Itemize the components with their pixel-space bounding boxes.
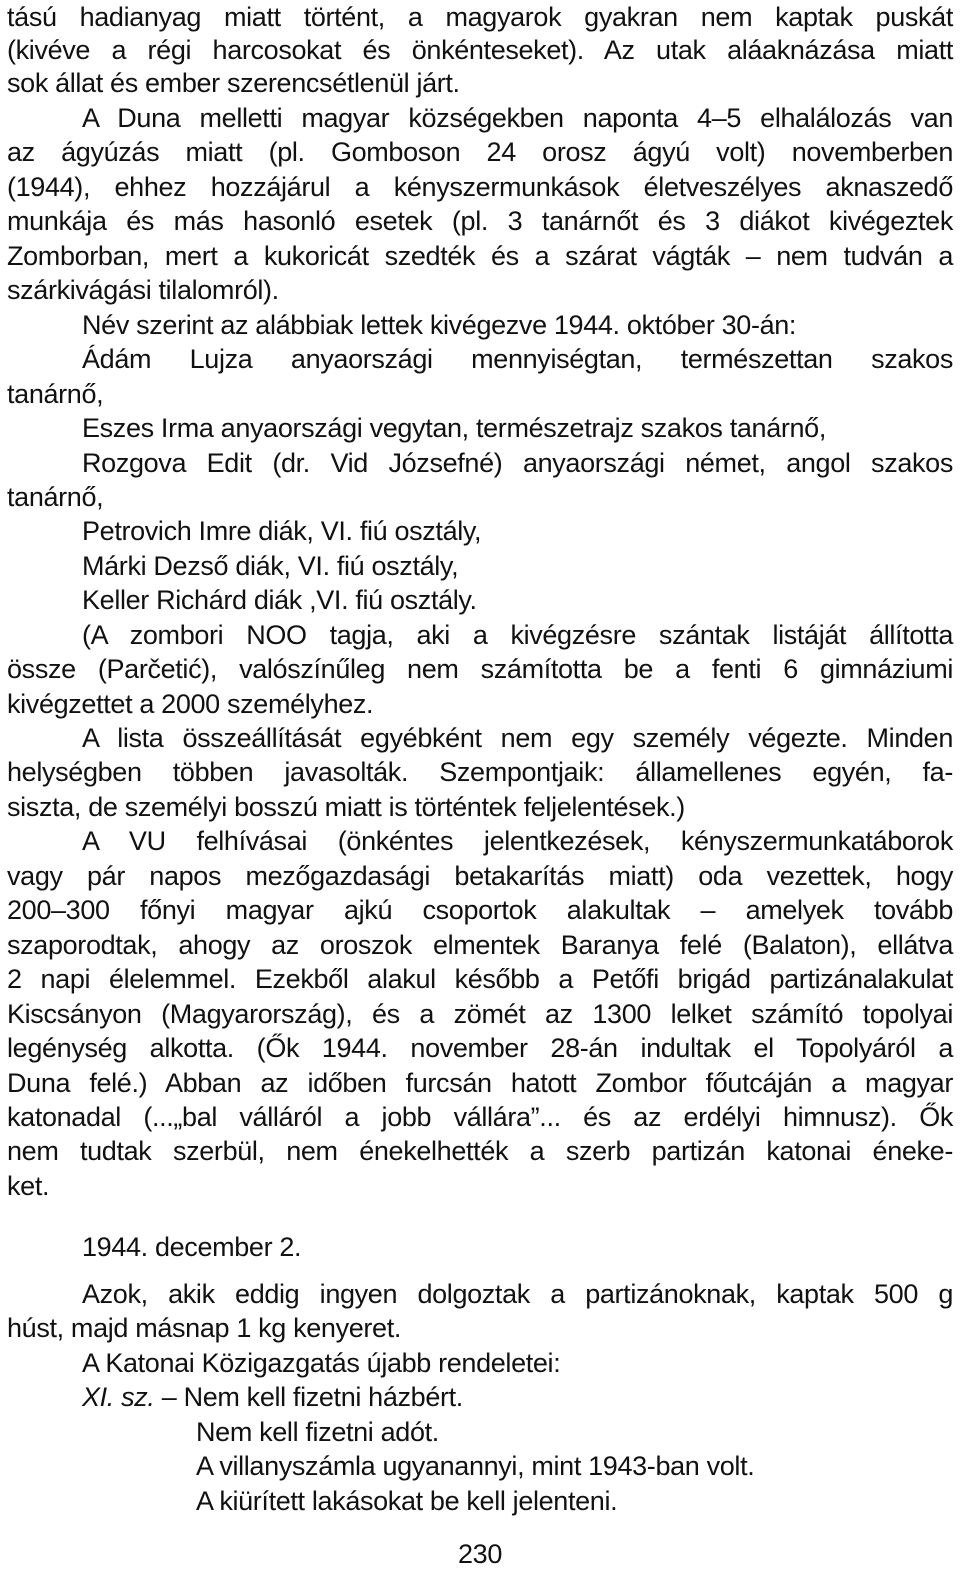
text-line: munkája és más hasonló esetek (pl. 3 tanárnőt és 3 diákot kivégeztek bbox=[7, 206, 953, 236]
text-line: nem tudtak szerbül, nem énekelhették a szerb partizán katonai éneke- bbox=[7, 1136, 953, 1166]
text-line: az ágyúzás miatt (pl. Gomboson 24 orosz ágyú volt) novemberben bbox=[7, 137, 953, 167]
text-line: Duna felé.) Abban az időben furcsán hatott Zombor főutcáján a magyar bbox=[7, 1068, 953, 1098]
text-line: Azok, akik eddig ingyen dolgoztak a partizánoknak, kaptak 500 g bbox=[82, 1279, 953, 1309]
text-line: Petrovich Imre diák, VI. fiú osztály, bbox=[82, 516, 482, 546]
date-heading: 1944. december 2. bbox=[82, 1232, 302, 1262]
text-line: kivégzettet a 2000 személyhez. bbox=[7, 689, 374, 719]
text-line: ket. bbox=[7, 1171, 50, 1201]
text-line: (kivéve a régi harcosokat és önkénteseket). Az utak aláaknázása miatt bbox=[7, 35, 953, 65]
text-line: siszta, de személyi bosszú miatt is történtek feljelentések.) bbox=[7, 792, 685, 822]
text-line: 2 napi élelemmel. Ezekből alakul később a Petőfi brigád partizánalakulat bbox=[7, 964, 953, 994]
text-line: szaporodtak, ahogy az oroszok elmentek Baranya felé (Balaton), ellátva bbox=[7, 930, 953, 960]
text-line: (1944), ehhez hozzájárul a kényszermunkások életveszélyes aknaszedő bbox=[7, 172, 953, 202]
text-line: Ádám Lujza anyaországi mennyiségtan, természettan szakos bbox=[82, 344, 953, 374]
text-line: össze (Parčetić), valószínűleg nem számította be a fenti 6 gimnáziumi bbox=[7, 654, 953, 684]
text-line: húst, majd másnap 1 kg kenyeret. bbox=[7, 1313, 402, 1343]
text-line: Zomborban, mert a kukoricát szedték és a szárat vágták – nem tudván a bbox=[7, 241, 953, 271]
decree-item: A kiürített lakásokat be kell jelenteni. bbox=[196, 1486, 618, 1516]
text-line: Keller Richárd diák ,VI. fiú osztály. bbox=[82, 585, 477, 615]
decree-item: Nem kell fizetni házbért. bbox=[183, 1382, 463, 1412]
text-line: Márki Dezső diák, VI. fiú osztály, bbox=[82, 551, 459, 581]
text-line: tanárnő, bbox=[7, 379, 104, 409]
text-line: Kiscsányon (Magyarország), és a zömét az 1300 lelket számító topolyai bbox=[7, 999, 953, 1029]
page-number: 230 bbox=[458, 1539, 502, 1569]
text-line: Eszes Irma anyaországi vegytan, természetrajz szakos tanárnő, bbox=[82, 413, 826, 443]
decree-item: Nem kell fizetni adót. bbox=[196, 1417, 439, 1447]
text-line: A VU felhívásai (önkéntes jelentkezések, kényszermunkatáborok bbox=[82, 826, 953, 856]
text-line: A Duna melletti magyar községekben naponta 4–5 elhalálozás van bbox=[82, 103, 953, 133]
text-line: tású hadianyag miatt történt, a magyarok gyakran nem kaptak puskát bbox=[7, 2, 953, 32]
text-line: vagy pár napos mezőgazdasági betakarítás miatt) oda vezettek, hogy bbox=[7, 861, 953, 891]
text-line: sok állat és ember szerencsétlenül járt. bbox=[7, 68, 460, 98]
decree-dash: – bbox=[154, 1382, 184, 1412]
text-line: helységben többen javasolták. Szempontjaik: államellenes egyén, fa- bbox=[7, 757, 953, 787]
text-line: Rozgova Edit (dr. Vid Józsefné) anyaországi német, angol szakos bbox=[82, 448, 953, 478]
decree-line bbox=[82, 1380, 463, 1414]
text-line: Név szerint az alábbiak lettek kivégezve 1944. október 30-án: bbox=[82, 310, 797, 340]
text-line: tanárnő, bbox=[7, 482, 104, 512]
text-line: A lista összeállítását egyébként nem egy személy végezte. Minden bbox=[82, 723, 953, 753]
text-line: legénység alkotta. (Ők 1944. november 28-án indultak el Topolyáról a bbox=[7, 1033, 953, 1063]
text-line: katonadal (...„bal válláról a jobb vállára”... és az erdélyi himnusz). Ők bbox=[7, 1102, 953, 1132]
text-line: (A zombori NOO tagja, aki a kivégzésre szántak listáját állította bbox=[82, 620, 953, 650]
decree-item: A villanyszámla ugyanannyi, mint 1943-ban volt. bbox=[196, 1451, 755, 1481]
text-line: A Katonai Közigazgatás újabb rendeletei: bbox=[82, 1348, 561, 1378]
text-line: 200–300 főnyi magyar ajkú csoportok alakultak – amelyek tovább bbox=[7, 895, 953, 925]
text-line: szárkivágási tilalomról). bbox=[7, 275, 279, 305]
decree-ref: XI. sz. bbox=[82, 1382, 155, 1412]
